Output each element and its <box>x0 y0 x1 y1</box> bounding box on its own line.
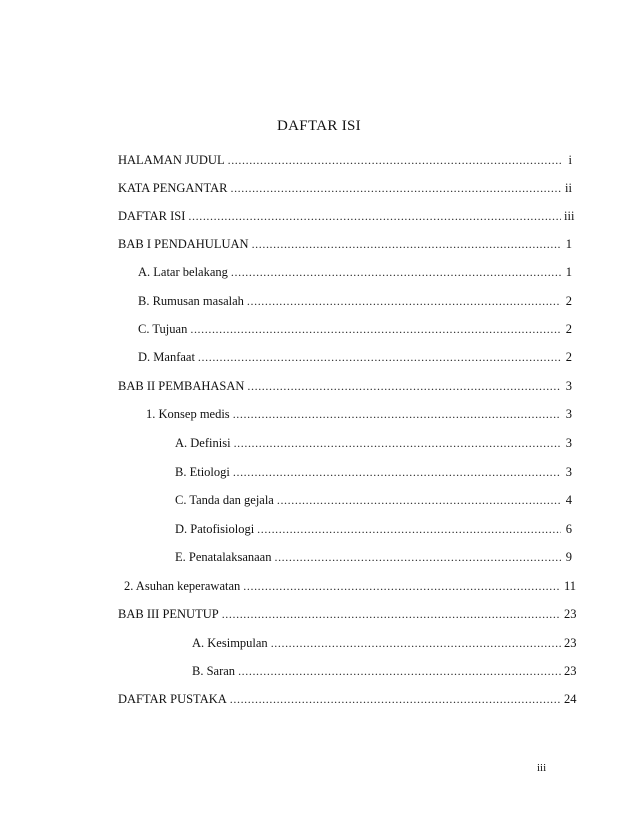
toc-dot-leader <box>230 180 561 196</box>
toc-dot-leader <box>188 208 561 224</box>
toc-entry <box>175 464 572 480</box>
toc-dot-leader <box>234 435 561 451</box>
toc-entry <box>138 321 572 337</box>
toc-entry-label: E. Penatalaksanaan <box>175 550 272 564</box>
toc-entry <box>175 435 572 451</box>
toc-entry-label: 1. Konsep medis <box>146 407 230 421</box>
toc-entry-page: i <box>568 153 572 167</box>
toc-entry-page: 2 <box>565 322 572 336</box>
toc-entry-page: 2 <box>565 350 572 364</box>
toc-entry-page: 23 <box>564 664 577 678</box>
toc-entry <box>118 691 577 707</box>
toc-dot-leader <box>252 236 561 252</box>
toc-dot-leader <box>233 406 561 422</box>
toc-entry-page: 6 <box>565 522 572 536</box>
toc-entry-label: BAB III PENUTUP <box>118 607 219 621</box>
toc-entry-label: B. Etiologi <box>175 465 230 479</box>
toc-entry <box>138 264 572 280</box>
table-of-contents <box>118 0 576 826</box>
toc-entry-page: 23 <box>564 607 577 621</box>
toc-entry-page: 4 <box>565 493 572 507</box>
toc-entry-label: DAFTAR PUSTAKA <box>118 692 227 706</box>
toc-entry-page: 3 <box>565 465 572 479</box>
toc-entry-label: A. Definisi <box>175 436 231 450</box>
toc-entry-page: 9 <box>565 550 572 564</box>
toc-entry <box>138 349 572 365</box>
toc-entry-page: ii <box>565 181 572 195</box>
toc-dot-leader <box>190 321 561 337</box>
toc-dot-leader <box>228 152 561 168</box>
toc-entry-page: 3 <box>565 436 572 450</box>
toc-entry-label: D. Patofisiologi <box>175 522 255 536</box>
toc-entry-label: HALAMAN JUDUL <box>118 153 225 167</box>
toc-entry-page: 11 <box>564 579 577 593</box>
toc-entry-page: iii <box>564 209 575 223</box>
toc-entry <box>118 208 575 224</box>
toc-dot-leader <box>247 378 561 394</box>
toc-entry-label: A. Latar belakang <box>138 265 228 279</box>
toc-dot-leader <box>238 663 561 679</box>
toc-entry-label: KATA PENGANTAR <box>118 181 228 195</box>
toc-entry-page: 23 <box>564 636 577 650</box>
toc-dot-leader <box>198 349 561 365</box>
toc-entry-page: 24 <box>564 692 577 706</box>
toc-entry-label: BAB I PENDAHULUAN <box>118 237 249 251</box>
toc-dot-leader <box>233 464 561 480</box>
toc-entry <box>118 378 572 394</box>
toc-entry <box>124 578 577 594</box>
toc-dot-leader <box>231 264 561 280</box>
toc-entry <box>175 521 572 537</box>
toc-entry <box>146 406 572 422</box>
page-title: DAFTAR ISI <box>277 118 361 134</box>
toc-entry <box>175 492 572 508</box>
toc-dot-leader <box>222 606 561 622</box>
toc-entry <box>118 180 572 196</box>
toc-dot-leader <box>247 293 561 309</box>
toc-entry-page: 1 <box>565 237 572 251</box>
toc-entry-page: 3 <box>565 379 572 393</box>
toc-entry <box>192 635 577 651</box>
toc-entry-label: D. Manfaat <box>138 350 195 364</box>
toc-entry-label: B. Rumusan masalah <box>138 294 244 308</box>
toc-entry <box>175 549 572 565</box>
toc-dot-leader <box>274 549 561 565</box>
toc-dot-leader <box>243 578 561 594</box>
toc-entry-page: 3 <box>565 407 572 421</box>
toc-dot-leader <box>230 691 561 707</box>
toc-entry <box>192 663 577 679</box>
toc-entry-label: DAFTAR ISI <box>118 209 186 223</box>
toc-entry-label: 2. Asuhan keperawatan <box>124 579 241 593</box>
page-number: iii <box>537 762 547 774</box>
toc-entry-label: A. Kesimpulan <box>192 636 268 650</box>
toc-entry <box>138 293 572 309</box>
toc-entry <box>118 606 577 622</box>
toc-entry-label: C. Tanda dan gejala <box>175 493 274 507</box>
toc-entry-page: 2 <box>565 294 572 308</box>
toc-dot-leader <box>257 521 561 537</box>
toc-entry-label: C. Tujuan <box>138 322 188 336</box>
toc-entry-page: 1 <box>565 265 572 279</box>
toc-entry-label: B. Saran <box>192 664 236 678</box>
toc-entry-label: BAB II PEMBAHASAN <box>118 379 245 393</box>
toc-dot-leader <box>277 492 561 508</box>
toc-entry <box>118 152 572 168</box>
toc-entry <box>118 236 572 252</box>
toc-dot-leader <box>271 635 561 651</box>
